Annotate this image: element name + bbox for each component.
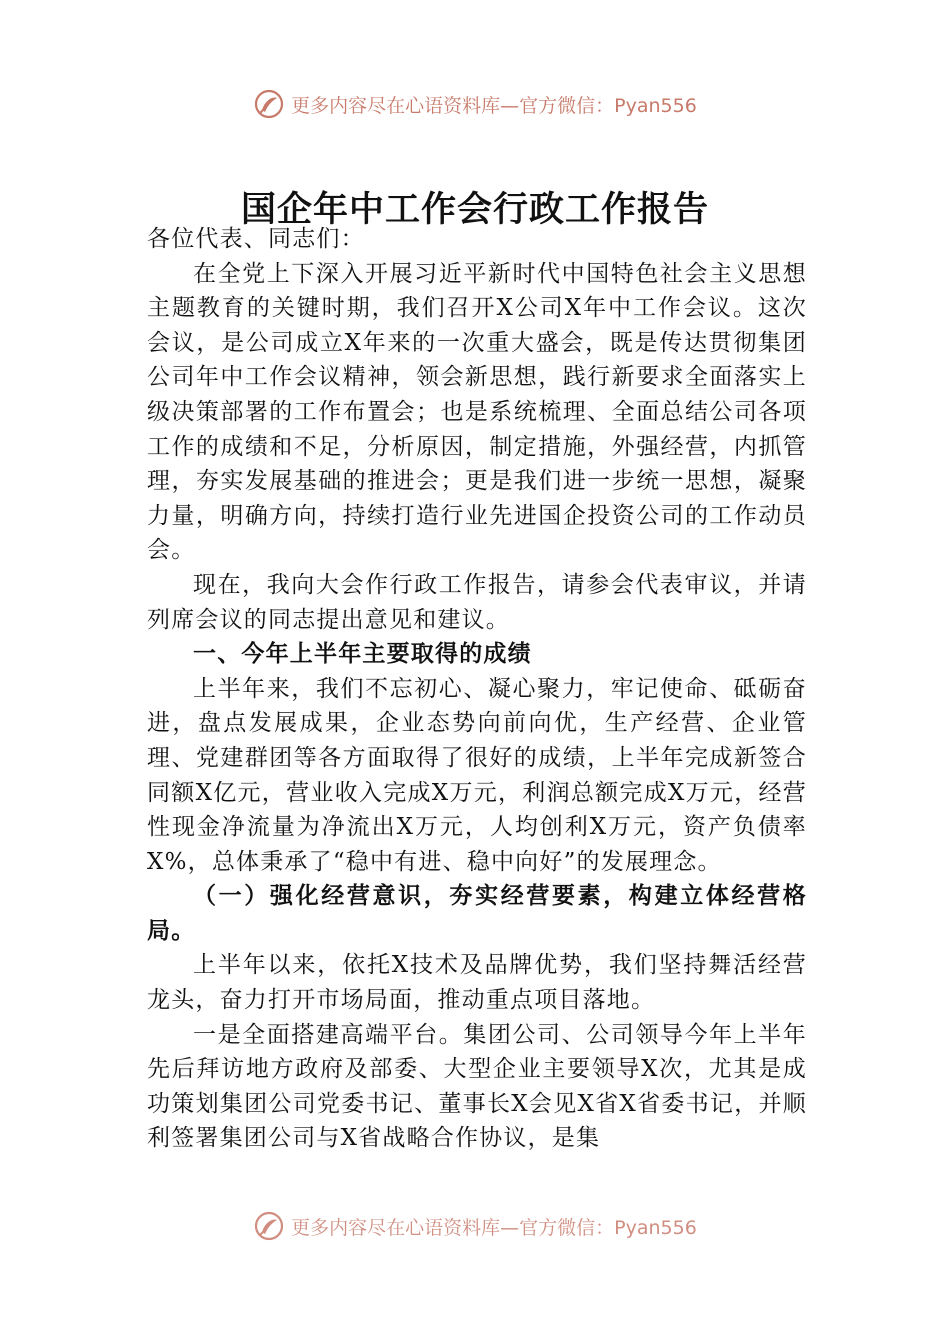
section-heading-1: 一、今年上半年主要取得的成绩: [193, 641, 532, 668]
watermark-text: 更多内容尽在心语资料库—官方微信：Pyan556: [291, 94, 697, 117]
salutation: 各位代表、同志们：: [147, 226, 365, 252]
subsection1-paragraph-2: 一是全面搭建高端平台。集团公司、公司领导今年上半年先后拜访地方政府及部委、大型企业主要领导X次，尤其是成功策划集团公司党委书记、董事长X会见X省X省委书记，并顺利签署集团公司与X省战略合作协议，是集: [147, 1021, 807, 1152]
brand-logo-icon: [253, 88, 285, 120]
brand-logo-icon: [253, 1210, 285, 1242]
subsection-heading-1: （一）强化经营意识，夯实经营要素，构建立体经营格局。: [147, 882, 807, 944]
intro-paragraph-2: 现在，我向大会作行政工作报告，请参会代表审议，并请列席会议的同志提出意见和建议。: [147, 571, 807, 633]
document-body: [147, 222, 807, 1156]
watermark-text: 更多内容尽在心语资料库—官方微信：Pyan556: [291, 1216, 697, 1239]
intro-paragraph-1: 在全党上下深入开展习近平新时代中国特色社会主义思想主题教育的关键时期，我们召开X公司X年中工作会议。这次会议，是公司成立X年来的一次重大盛会，既是传达贯彻集团公司年中工作会议精神，领会新思想，践行新要求全面落实上级决策部署的工作布置会；也是系统梳理、全面总结公司各项工作的成绩和不足，分析原因，制定措施，外强经营，内抓管理，夯实发展基础的推进会；更是我们进一步统一思想，凝聚力量，明确方向，持续打造行业先进国企投资公司的工作动员会。: [147, 260, 807, 564]
subsection1-paragraph-1: 上半年以来，依托X技术及品牌优势，我们坚持舞活经营龙头，奋力打开市场局面，推动重点项目落地。: [147, 952, 807, 1014]
document-title: 国企年中工作会行政工作报告: [240, 189, 709, 230]
section1-paragraph-1: 上半年来，我们不忘初心、凝心聚力，牢记使命、砥砺奋进，盘点发展成果，企业态势向前向优，生产经营、企业管理、党建群团等各方面取得了很好的成绩，上半年完成新签合同额X亿元，营业收入完成X万元，利润总额完成X万元，经营性现金净流量为净流出X万元，人均创利X万元，资产负债率X%，总体秉承了“稳中有进、稳中向好”的发展理念。: [147, 675, 807, 875]
watermark-banner-bottom: [0, 1206, 950, 1246]
watermark-banner-top: [0, 84, 950, 124]
